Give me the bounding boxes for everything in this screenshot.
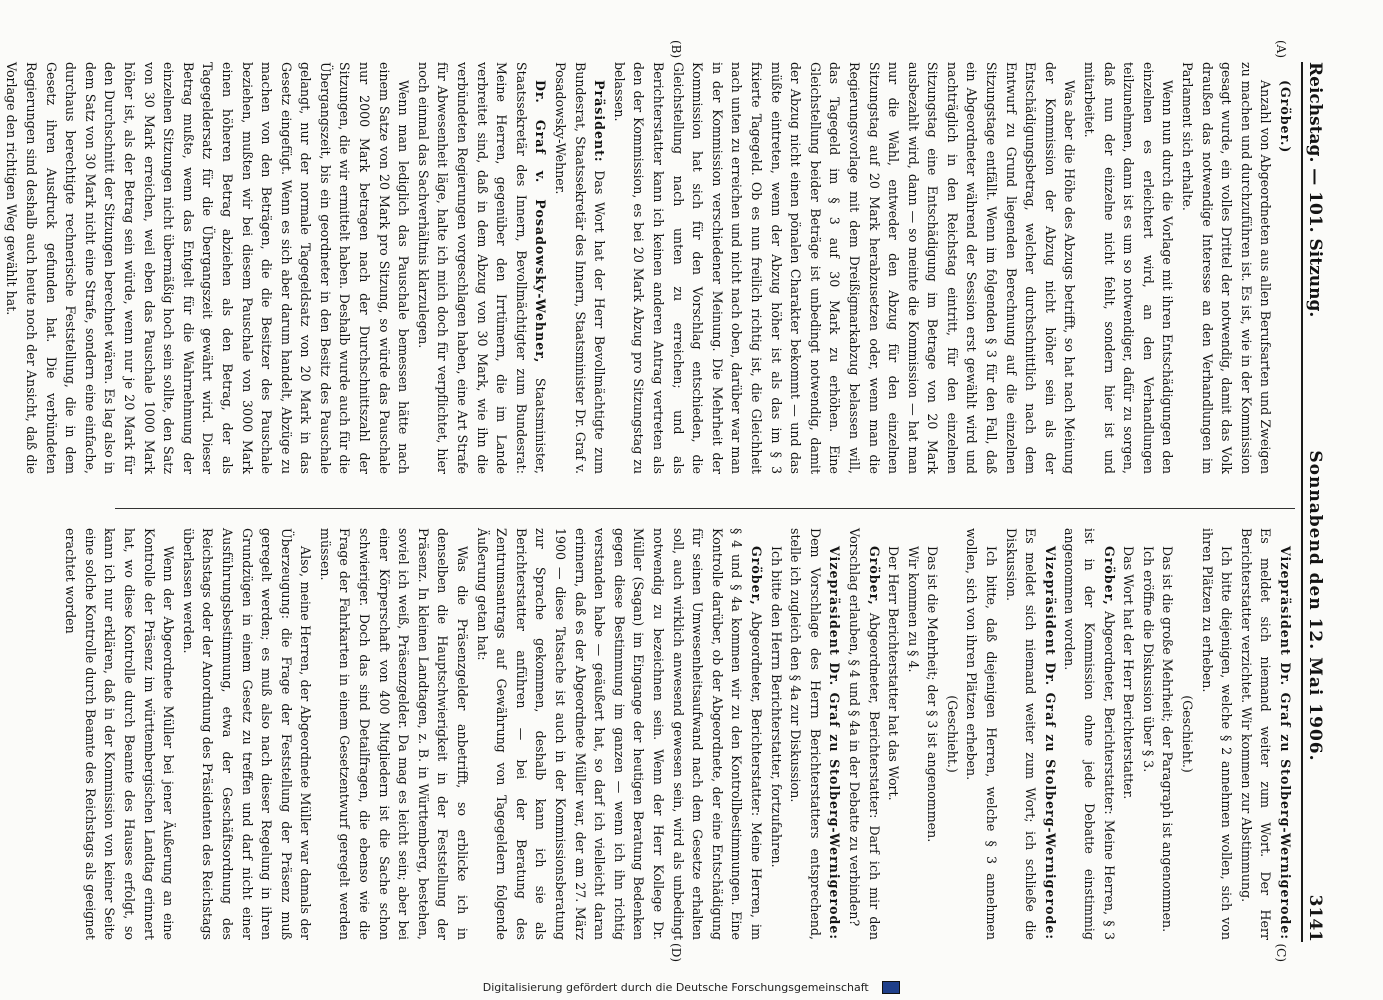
paragraph-text: Das ist die Mehrheit; der § 3 ist angenommen. [925, 546, 941, 843]
speaker-name: Gröber, [748, 546, 764, 606]
paragraph [786, 528, 845, 940]
margin-letter-a: (A) [1274, 40, 1288, 59]
speaker-name: Gröber, [1101, 546, 1117, 606]
speaker-name: Vizepräsident Dr. Graf zu Stolberg-Wernigerode: [827, 546, 843, 940]
left-column [4, 62, 1295, 474]
paragraph [884, 528, 904, 940]
paragraph-text: Dem Vorschlage des Herrn Berichterstatters entsprechend, stelle ich zugleich den § 4a zur Diskussion. [788, 528, 823, 940]
paragraph-text: Es meldet sich niemand weiter zum Wort; ich schließe die Diskussion. [1003, 528, 1039, 940]
paragraph [766, 528, 786, 940]
paragraph-text: Anzahl von Abgeordneten aus allen Berufsarten und Zweigen zu machen und durchzuführen ist. Es ist, wie in der Kommission gesagt wurde, ein volles Drittel der notwendig, damit das Volk draußen das notwendige Interesse an den Verhandlungen im Parlament sich erhalte. [1180, 62, 1274, 474]
paragraph-text: Der Herr Berichterstatter hat das Wort. [886, 546, 902, 801]
paragraph-text: (Geschieht.) [944, 695, 960, 773]
column-divider [115, 508, 1295, 509]
paragraph-text: Es meldet sich niemand weiter zum Wort. Der Herr Berichterstatter verzichtet. Wir kommen zur Abstimmung. [1238, 528, 1274, 940]
paragraph-text: Ich eröffne die Diskussion über § 3. [1140, 546, 1156, 773]
paragraph [1138, 528, 1158, 940]
header-date: Sonnabend den 12. Mai 1906. [1305, 450, 1325, 762]
right-column [63, 528, 1295, 940]
paragraph-text: Staatsminister, Staatssekretär des Innern, Bevollmächtigter zum Bundesrat: Meine Herren, gegenüber den Irrtümern, die im Lande verbreitet sind, daß in dem Abzug von 30 Mark, wie ihn die verbündeten Regierungen vorgeschlagen haben, eine Art Strafe für Abwesenheit läge, halte ich mich doch für verpflichtet, hier noch einmal das Sachverhältnis klarzulegen. [415, 62, 549, 474]
paragraph [1177, 528, 1197, 940]
paragraph-text: Abgeordneter, Berichterstatter: Darf ich mir den Vorschlag erlauben, § 4 und § 4a in der Debatte zu verbinden? [846, 528, 882, 940]
paragraph-text: Ich bitte, daß diejenigen Herren, welche § 3 annehmen wollen, sich von ihren Plätzen erheben. [964, 528, 1000, 940]
paragraph-text: (Geschieht.) [1180, 695, 1196, 773]
margin-letter-d: (D) [669, 943, 683, 962]
dfg-logo [882, 981, 900, 994]
paragraph-text: Was aber die Höhe des Abzugs betrifft, so hat nach Meinung der Kommission der Abzug nicht höher sein als der Entschädigungsbetrag, welcher durchschnittlich nach dem Entwurf zu Grund liegenden Berechnung auf die einzelnen Sitzungstage entfällt. Wenn im folgenden § 3 für den Fall, daß ein Abgeordneter während der Session erst gewählt wird und nachträglich in den Reichstag eintritt, für den einzelnen Sitzungstag eine Entschädigung im Betrage von 20 Mark ausbezahlt wird, dann — so meinte die Kommission — hat man nur die Wahl, entweder den Abzug für den einzelnen Sitzungstag auf 20 Mark herabzusetzen oder, wenn man die Regierungsvorlage mit dem Dreißigmarkabzug belassen will, das Tagegeld im § 3 auf 30 Mark zu erhöhen. Eine Gleichstellung beider Beträge ist unbedingt notwendig, damit der Abzug nicht einen pönalen Charakter bekommt — und das müßte eintreten, wenn der Abzug höher ist als das im § 3 fixierte Tagegeld. Ob es nun freilich richtig ist, die Gleichheit nach unten zu erreichen und nicht nach oben, darüber war man in der Kommission verschiedener Meinung. Die Mehrheit der Kommission hat sich für den Vorschlag entschieden, die Gleichstellung nach unten zu erreichen; und als Berichterstatter kann ich keinen anderen Antrag vertreten als den der Kommission, es bei 20 Mark Abzug pro Sitzungstag zu belassen. [611, 62, 1078, 474]
page-number: 3141 [1305, 894, 1325, 942]
paragraph [413, 62, 550, 474]
paragraph-text: Ich bitte den Herrn Berichterstatter, fortzufahren. [768, 546, 784, 868]
speaker-name: Vizepräsident Dr. Graf zu Stolberg-Wernigerode: [1042, 546, 1058, 940]
paragraph [1060, 528, 1119, 940]
speaker-name: Präsident: [592, 80, 608, 163]
speaker-name: Vizepräsident Dr. Graf zu Stolberg-Wernigerode: [1278, 546, 1293, 940]
paragraph [472, 528, 766, 940]
paragraph-text: Wir kommen zu § 4. [905, 546, 921, 673]
page-header [1301, 62, 1335, 942]
paragraph-text: Also, meine Herren, der Abgeordnete Müller war damals der Überzeugung: die Frage der Feststellung der Präsenz muß geregelt werden; es muß also nach dieser Regelung in ihren Grundzügen in einem Gesetz zu treffen und darf nicht einer Ausführungsbestimmung, etwa der Geschäftsordnung des Reichstags oder der Anordnung des Präsidenten des Reichstags überlassen werden. [180, 528, 314, 940]
paragraph [1197, 528, 1236, 940]
speaker-name: Gröber, [866, 546, 882, 606]
paragraph-text: Wenn der Abgeordnete Müller bei jener Äußerung an eine Kontrolle der Präsenz im württembergischen Landtag erinnert hat, wo diese Kontrolle durch Beamte des Hauses erfolgt, so kann ich nur erklären, daß in der Kommission von keiner Seite eine solche Kontrolle durch Beamte des Reichstags als geeignet erachtet worden [63, 528, 177, 940]
speaker-name: (Gröber.) [1278, 80, 1293, 154]
paragraph-text: Das Wort hat der Herr Berichterstatter. [1121, 546, 1137, 800]
paragraph [844, 528, 883, 940]
margin-letter-b: (B) [669, 40, 683, 59]
paragraph [1001, 528, 1060, 940]
paragraph [1236, 528, 1295, 940]
paragraph [315, 528, 472, 940]
paragraph [923, 528, 943, 940]
paragraph [1079, 62, 1177, 474]
paragraph [178, 528, 315, 940]
paragraph [1275, 62, 1295, 474]
margin-letter-c: (C) [1274, 943, 1288, 962]
footer-text: Digitalisierung gefördert durch die Deutsche Forschungsgemeinschaft [482, 980, 869, 994]
paragraph-text: Ich bitte diejenigen, welche § 2 annehmen wollen, sich von ihren Plätzen zu erheben. [1199, 528, 1235, 940]
paragraph-text: Was die Präsenzgelder anbetrifft, so erblicke ich in denselben die Hauptschwierigkeit in der Feststellung der Präsenz. In kleinen Landtagen, z. B. in Württemberg, bestehen, soviel ich weiß, Präsenzgelder. Da mag es leicht sein; aber bei einer Körperschaft von 400 Mitgliedern ist die Sache schon schwieriger. Doch das sind Detailfragen, die ebenso wie die Frage der Fahrkarten in einem Gesetzentwurf geregelt werden müssen. [317, 528, 471, 940]
paragraph [1158, 528, 1178, 940]
paragraph-text: Abgeordneter, Berichterstatter: Meine Herren, im § 4 und § 4a kommen wir zu den Kontrollbestimmungen. Eine Kontrolle darüber, ob der Abgeordnete, der eine Entschädigung für seinen Umwesenheitsaufwand nach dem Gesetze erhalten soll, auch wirklich anwesend gewesen sein, wird als unbedingt notwendig zu bezeichnen sein. Wenn der Herr Kollege Dr. Müller (Sagan) im Eingange der heutigen Beratung Bedenken gegen diese Bestimmung im ganzen — wenn ich ihn richtig verstanden habe — geäußert hat, so darf ich vielleicht daran erinnern, daß es der Abgeordnete Müller war, der am 27. März 1900 — diese Tatsache ist auch in der Kommissionsberatung zur Sprache gekommen, deshalb kann ich sie als Berichterstatter anführen — bei der Beratung des Zentrumsantrags auf Gewährung von Tagegeldern folgende Äußerung getan hat: [474, 528, 764, 940]
paragraph [942, 528, 962, 940]
paragraph [61, 528, 179, 940]
paragraph [903, 528, 923, 940]
paragraph-text: Das ist die große Mehrheit; der Paragraph ist angenommen. [1160, 546, 1176, 933]
paragraph-text: Das Wort hat der Herr Bevollmächtigte zum Bundesrat, Staatssekretär des Innern, Staatsminister Dr. Graf v. Posadowsky-Wehner. [553, 62, 608, 474]
paragraph [1119, 528, 1139, 940]
paragraph [609, 62, 1079, 474]
paragraph-text: Wenn nun durch die Vorlage mit ihren Entschädigungen den einzelnen es erleichtert wird, an den Verhandlungen teilzunehmen, dann ist es um so notwendiger, dafür zu sorgen, daß nun der einzelne nicht fehlt, sondern hier ist und mitarbeitet. [1082, 62, 1176, 474]
paragraph [1177, 62, 1275, 474]
paragraph [962, 528, 1001, 940]
paragraph [2, 62, 413, 474]
digitization-footer [0, 981, 1383, 995]
speaker-name: Dr. Graf v. Posadowsky-Wehner, [533, 80, 549, 364]
paragraph-text: Wenn man lediglich das Pauschale bemessen hätte nach einem Satze von 20 Mark pro Sitzung, so würde das Pauschale nur 2000 Mark betragen nach der Durchschnittszahl der Sitzungen, die wir ermittelt haben. Deshalb wurde auch für die Übergangszeit, bis ein geordneter in den Besitz des Pauschale gelangt, nur der normale Tagegeldsatz von 20 Mark in das Gesetz eingefügt. Wenn es sich aber darum handelt, Abzüge zu machen von den Beträgen, die die Besitzer des Pauschale beziehen, mußten wir bei diesem Pauschale von 3000 Mark einen höheren Betrag abziehen als den Betrag, der als Tagegeldersatz für die Übergangszeit gewährt wird. Dieser Betrag mußte, wenn das Entgelt für die Wahrnehmung der einzelnen Sitzungen nicht übermäßig hoch sein sollte, den Satz von 30 Mark erreichen, weil eben das Pauschale 1000 Mark höher ist, als der Betrag sein würde, wenn nur je 20 Mark für den Durchschnitt der Sitzungen berechnet wären. Es lag also in dem Satz von 30 Mark nicht eine Strafe, sondern eine einfache, durchaus berechtigte rechnerische Feststellung, die in dem Gesetz ihren Ausdruck gefunden hat. Die verbündeten Regierungen sind deshalb auch heute noch der Ansicht, daß die Vorlage den richtigen Weg gewählt hat. [4, 62, 412, 474]
header-left: Reichstag. — 101. Sitzung. [1305, 62, 1325, 318]
paragraph [550, 62, 609, 474]
paragraph-text: Abgeordneter, Berichterstatter: Meine Herren, § 3 ist in der Kommission ohne jede Debatte einstimmig angenommen worden. [1062, 528, 1117, 940]
